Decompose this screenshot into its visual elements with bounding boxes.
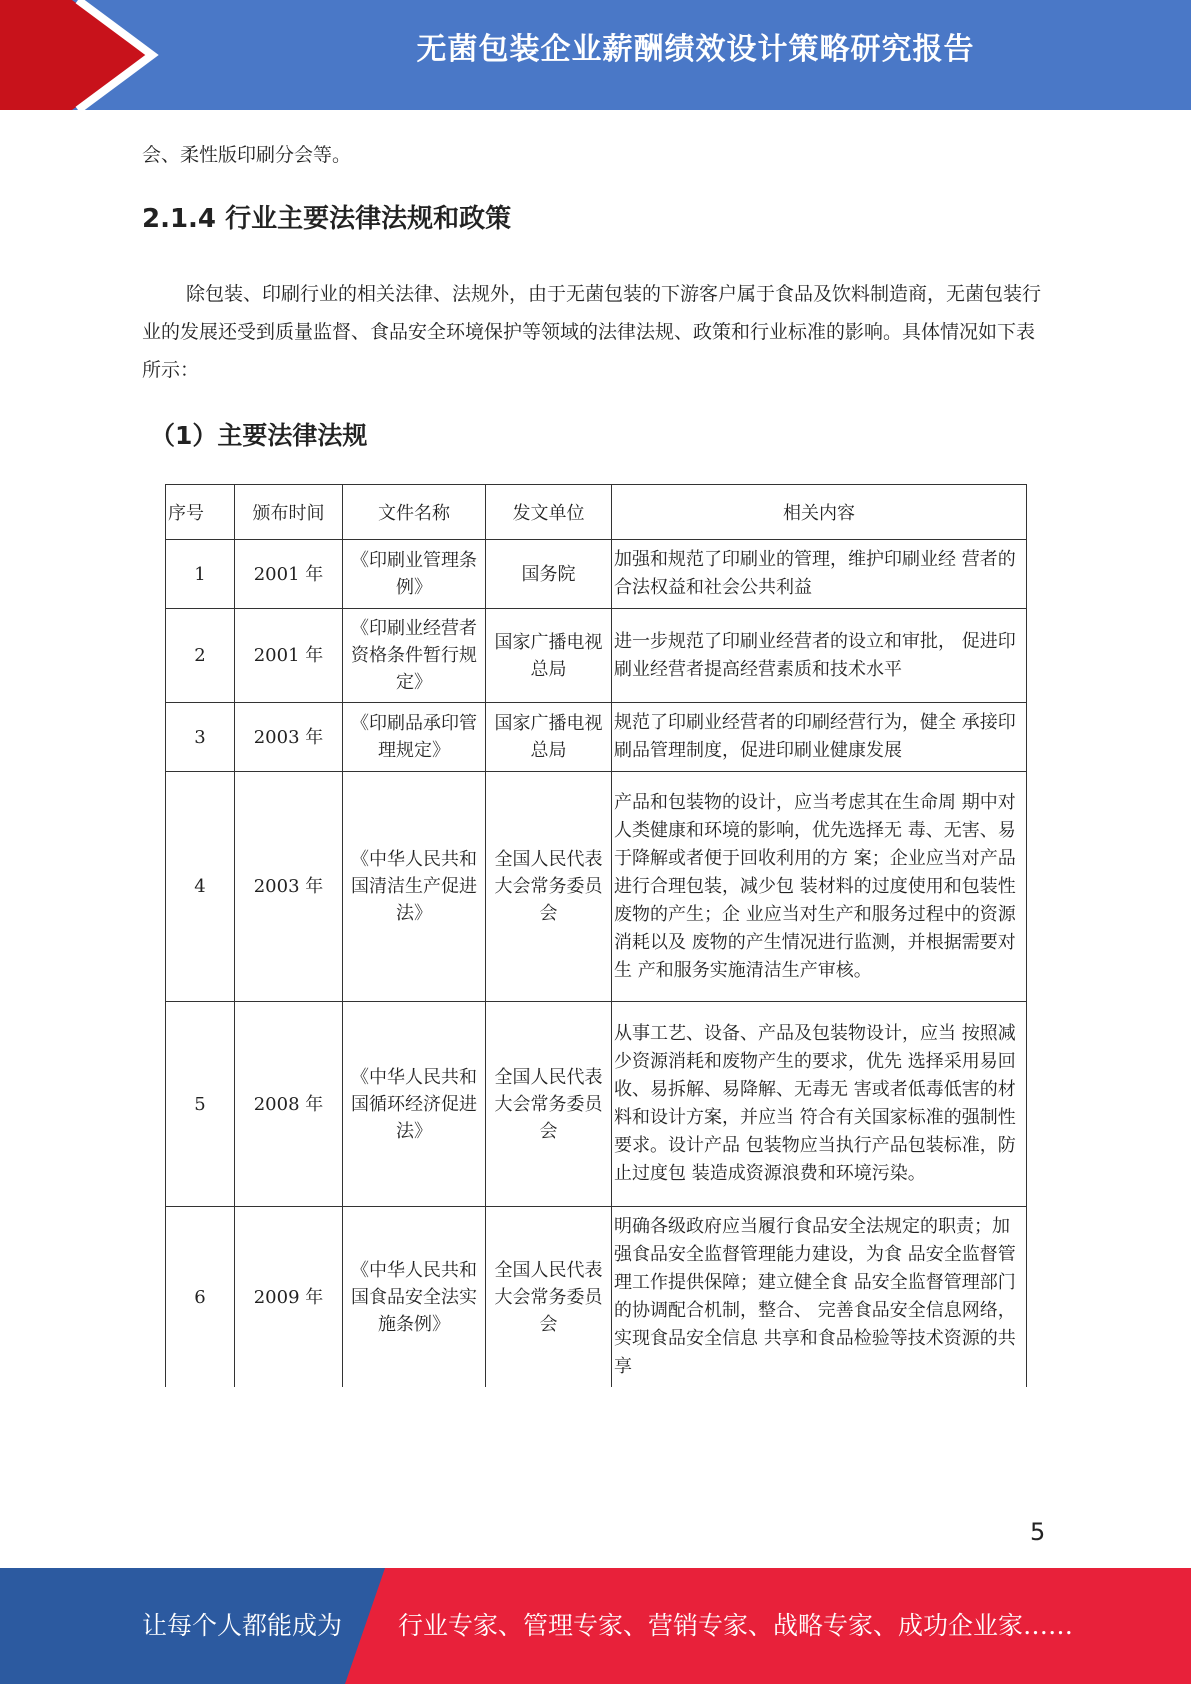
page-footer <box>0 1568 1191 1684</box>
cell-name: 《中华人民共和国食品安全法实施条例》 <box>343 1207 486 1388</box>
section-heading: 2.1.4 行业主要法律法规和政策 <box>142 204 512 234</box>
cell-no: 5 <box>166 1002 235 1207</box>
header-name: 文件名称 <box>343 485 486 540</box>
table-row <box>166 1207 1027 1388</box>
cell-no: 6 <box>166 1207 235 1388</box>
table-row <box>166 703 1027 772</box>
cell-time: 2008 年 <box>235 1002 343 1207</box>
page-header <box>0 0 1191 110</box>
cell-no: 1 <box>166 540 235 609</box>
cell-name: 《中华人民共和国清洁生产促进法》 <box>343 772 486 1002</box>
cell-content: 从事工艺、设备、产品及包装物设计，应当 按照减少资源消耗和废物产生的要求，优先 选择采用易回收、易拆解、易降解、无毒无 害或者低毒低害的材料和设计方案，并应当 符合有关国家标准的强制性要求。设计产品 包装物应当执行产品包装标准，防止过度包 装造成资源浪费和环境污染。 <box>612 1002 1027 1207</box>
cell-time: 2001 年 <box>235 609 343 703</box>
page-number: 5 <box>1030 1518 1046 1546</box>
cell-time: 2009 年 <box>235 1207 343 1388</box>
table-row <box>166 540 1027 609</box>
header-no: 序号 <box>166 485 235 540</box>
laws-table <box>165 484 1027 1387</box>
cell-no: 4 <box>166 772 235 1002</box>
footer-slogan-right: 行业专家、管理专家、营销专家、战略专家、成功企业家…… <box>398 1611 1074 1640</box>
subsection-heading: （1）主要法律法规 <box>150 421 368 450</box>
report-title: 无菌包装企业薪酬绩效设计策略研究报告 <box>416 32 975 67</box>
table-row <box>166 609 1027 703</box>
cell-time: 2003 年 <box>235 772 343 1002</box>
cell-name: 《印刷业管理条例》 <box>343 540 486 609</box>
intro-paragraph: 除包装、印刷行业的相关法律、法规外，由于无菌包装的下游客户属于食品及饮料制造商，无菌包装行业的发展还受到质量监督、食品安全环境保护等领域的法律法规、政策和行业标准的影响。具体情况如下表所示： <box>142 283 1042 381</box>
cell-no: 3 <box>166 703 235 772</box>
header-time: 颁布时间 <box>235 485 343 540</box>
cell-name: 《印刷品承印管理规定》 <box>343 703 486 772</box>
cell-time: 2001 年 <box>235 540 343 609</box>
table-row <box>166 1002 1027 1207</box>
cell-content: 产品和包装物的设计，应当考虑其在生命周 期中对人类健康和环境的影响，优先选择无 毒、无害、易于降解或者便于回收利用的方 案；企业应当对产品进行合理包装，减少包 装材料的过度使用和包装性废物的产生；企 业应当对生产和服务过程中的资源消耗以及 废物的产生情况进行监测，并根据需要对生 产和服务实施清洁生产审核。 <box>612 772 1027 1002</box>
cell-name: 《印刷业经营者资格条件暂行规定》 <box>343 609 486 703</box>
cell-issuer: 全国人民代表大会常务委员会 <box>486 1002 612 1207</box>
header-content: 相关内容 <box>612 485 1027 540</box>
cell-issuer: 国家广播电视总局 <box>486 703 612 772</box>
cell-content: 进一步规范了印刷业经营者的设立和审批， 促进印刷业经营者提高经营素质和技术水平 <box>612 609 1027 703</box>
continuation-text: 会、柔性版印刷分会等。 <box>142 144 352 166</box>
cell-name: 《中华人民共和国循环经济促进法》 <box>343 1002 486 1207</box>
cell-issuer: 国家广播电视总局 <box>486 609 612 703</box>
cell-issuer: 全国人民代表大会常务委员会 <box>486 1207 612 1388</box>
cell-content: 明确各级政府应当履行食品安全法规定的职责；加强食品安全监督管理能力建设，为食 品安全监督管理工作提供保障；建立健全食 品安全监督管理部门的协调配合机制，整合、 完善食品安全信息网络，实现食品安全信息 共享和食品检验等技术资源的共享 <box>612 1207 1027 1388</box>
cell-content: 加强和规范了印刷业的管理，维护印刷业经 营者的合法权益和社会公共利益 <box>612 540 1027 609</box>
cell-issuer: 国务院 <box>486 540 612 609</box>
cell-no: 2 <box>166 609 235 703</box>
cell-content: 规范了印刷业经营者的印刷经营行为，健全 承接印刷品管理制度，促进印刷业健康发展 <box>612 703 1027 772</box>
table-row <box>166 772 1027 1002</box>
footer-slogan-left: 让每个人都能成为 <box>142 1611 343 1640</box>
table-header-row <box>166 485 1027 540</box>
header-issuer: 发文单位 <box>486 485 612 540</box>
cell-time: 2003 年 <box>235 703 343 772</box>
cell-issuer: 全国人民代表大会常务委员会 <box>486 772 612 1002</box>
